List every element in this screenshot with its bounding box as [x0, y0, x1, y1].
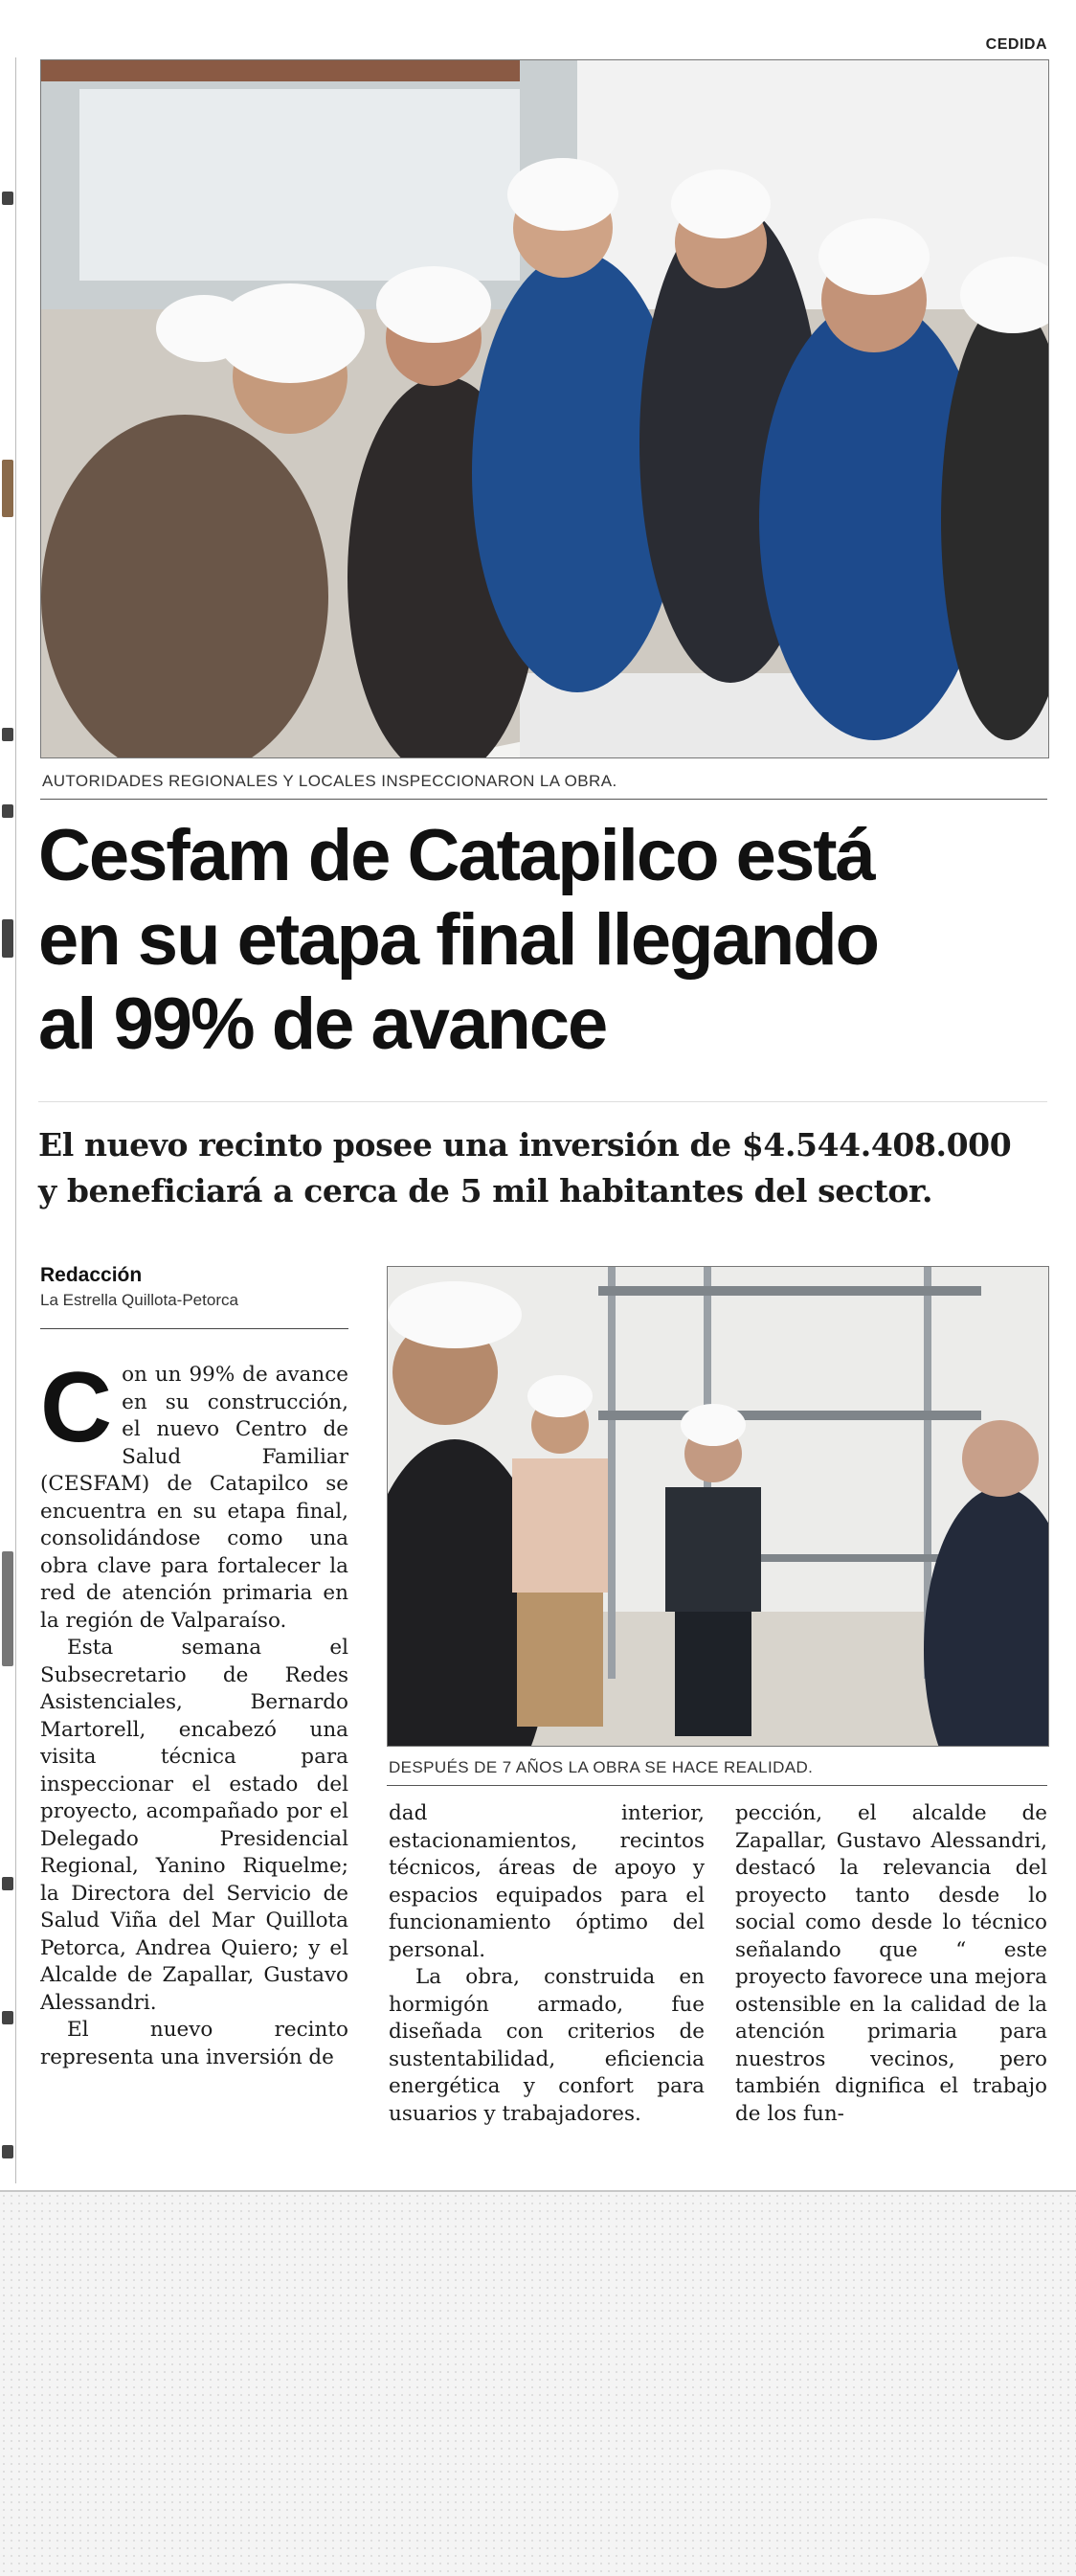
article-paragraph-2: Esta semana el Subsecretario de Redes Asistenciales, Bernardo Martorell, encabezó una visita técnica para inspeccionar el estado del proyecto, acompañado por el Delegado Presidencial Regional, Yanino Riquelme; la Directora del Servicio de Salud Viña del Mar Quillota Petorca, Andrea Quiero; y el Alcalde de Zapallar, Gustavo Alessandri.: [40, 1636, 348, 2015]
headline-rule: [38, 1101, 1047, 1102]
page-section-label: CEDIDA: [985, 36, 1047, 53]
byline-rule: [40, 1328, 348, 1329]
empty-page-area: [0, 2190, 1076, 2576]
headline-line-3: al 99% de avance: [38, 983, 607, 1065]
caption-rule: [40, 799, 1047, 800]
subheadline: [38, 1122, 1053, 1214]
byline-author: Redacción: [40, 1264, 143, 1286]
subheadline-line-2: y beneficiará a cerca de 5 mil habitantes del sector.: [38, 1172, 933, 1209]
adjacent-page-margin: [0, 57, 16, 2183]
top-photo-caption: AUTORIDADES REGIONALES Y LOCALES INSPECCIONARON LA OBRA.: [42, 772, 617, 790]
article-column-1: [40, 1362, 348, 2193]
article-col2-paragraph-2: La obra, construida en hormigón armado, fue diseñada con criterios de sustentabilidad, eficiencia energética y confort para usuarios y trabajadores.: [389, 1965, 705, 2126]
article-paragraph-1: on un 99% de avance en su construcción, el nuevo Centro de Salud Familiar (CESFAM) de Catapilco se encuentra en su etapa final, consolidándose como una obra clave para fortalecer la red de atención primaria en la región de Valparaíso.: [40, 1363, 348, 1633]
second-photo-caption: DESPUÉS DE 7 AÑOS LA OBRA SE HACE REALIDAD.: [389, 1758, 814, 1776]
article-col3-paragraph-1: pección, el alcalde de Zapallar, Gustavo Alessandri, destacó la relevancia del proyecto tanto desde lo social como desde lo técnico señalando que “ este proyecto favorece una mejora ostensible en la calidad de la atención primaria para nuestros vecinos, pero también dignifica el trabajo de los fun-: [735, 1801, 1047, 2126]
article-column-2: [389, 1800, 705, 2193]
article-column-3: [735, 1800, 1047, 2193]
top-photo-inspection: [40, 59, 1049, 758]
headline-line-1: Cesfam de Catapilco está: [38, 815, 874, 896]
headline-line-2: en su etapa final llegando: [38, 899, 879, 981]
article-paragraph-3: El nuevo recinto representa una inversión de: [40, 2018, 348, 2069]
byline-publication: La Estrella Quillota-Petorca: [40, 1291, 238, 1309]
second-caption-rule: [387, 1785, 1047, 1786]
headline: [38, 814, 1053, 1067]
subheadline-line-1: El nuevo recinto posee una inversión de $4.544.408.000: [38, 1126, 1012, 1164]
second-photo-site-visit: [387, 1266, 1049, 1747]
article-col2-paragraph-1: dad interior, estacionamientos, recintos técnicos, áreas de apoyo y espacios equipados para el funcionamiento óptimo del personal.: [389, 1801, 705, 1962]
article-dropcap: C: [40, 1362, 113, 1463]
